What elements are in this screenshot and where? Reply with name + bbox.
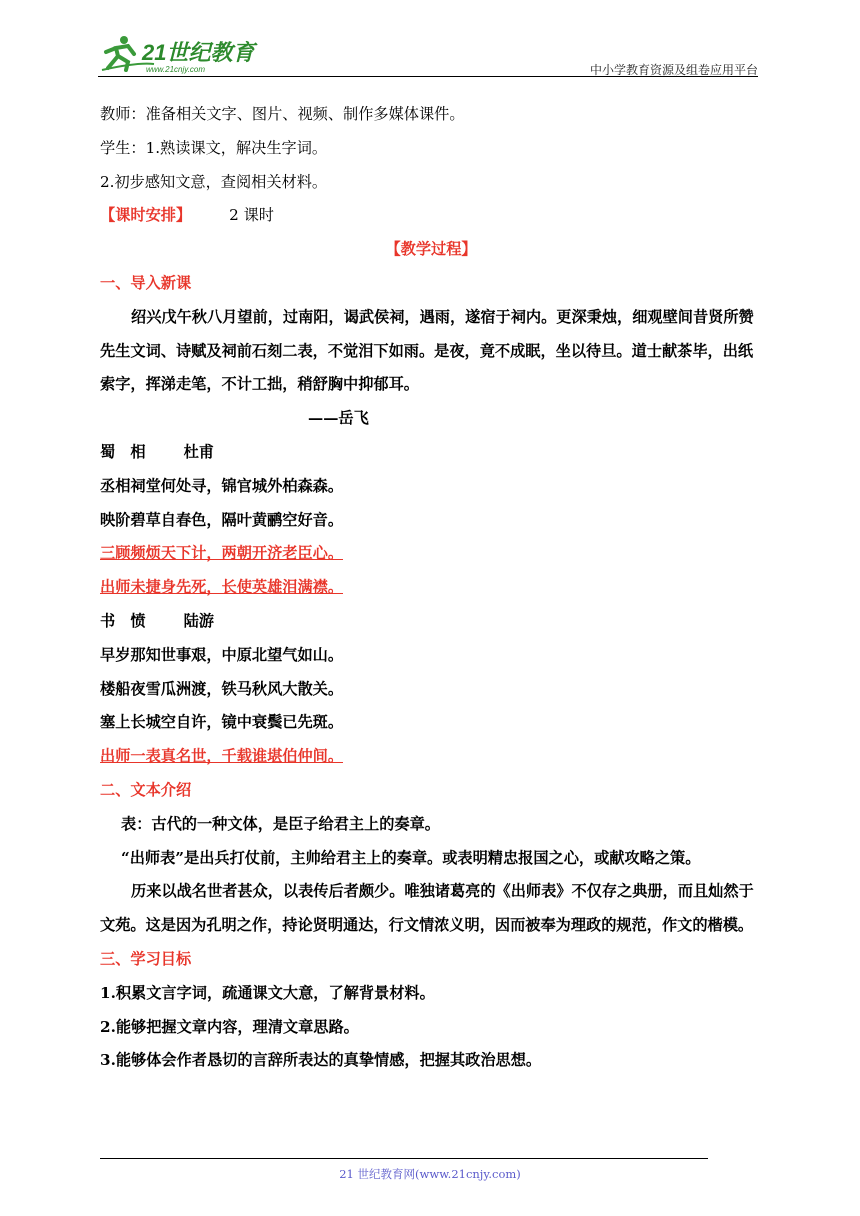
process-title: 【教学过程】 [385,240,477,259]
runner-head-icon [120,36,128,44]
prep-student: 学生：1.熟读课文，解决生字词。 [100,138,328,157]
header-divider [98,76,758,77]
poem1-highlight-line: 出师未捷身先死，长使英雄泪满襟。 [100,578,343,597]
schedule-value: 2 课时 [229,206,274,225]
text-paragraph-3: 历来以战名世者甚众，以表传后者颇少。唯独诸葛亮的《出师表》不仅存之典册，而且灿然于文苑。这是因为孔明之作，持论贤明通达，行文情浓义明，因而被奉为理政的规范，作文的楷模。 [100,882,754,935]
poem1-highlight-line: 三顾频烦天下计，两朝开济老臣心。 [100,544,343,563]
poem1-title: 蜀 相 [100,442,146,461]
document-body [100,98,762,1078]
text-paragraph-2: “出师表”是出兵打仗前，主帅给君主上的奏章。或表明精忠报国之心，或献攻略之策。 [121,848,701,867]
poem1-line: 丞相祠堂何处寻，锦官城外柏森森。 [100,476,343,495]
intro-paragraph: 绍兴戊午秋八月望前，过南阳，谒武侯祠，遇雨，遂宿于祠内。更深秉烛，细观壁间昔贤所赞先生文词、诗赋及祠前石刻二表，不觉泪下如雨。是夜，竟不成眠，坐以待旦。道士献茶毕，出纸索字，挥涕走笔，不计工拙，稍舒胸中抑郁耳。 [100,307,754,394]
poem2-highlight-line: 出师一表真名世，千载谁堪伯仲间。 [100,747,343,766]
poem2-author: 陆游 [183,611,214,630]
logo [98,34,268,74]
goal-item: 2.能够把握文章内容，理清文章思路。 [100,1017,359,1036]
logo-text: 21世纪教育 [142,40,255,65]
poem2-line: 早岁那知世事艰，中原北望气如山。 [100,645,343,664]
schedule-row [100,199,762,233]
header-platform-text: 中小学教育资源及组卷应用平台 [589,63,758,77]
poem1-line: 映阶碧草自春色，隔叶黄鹂空好音。 [100,510,343,529]
footer-text: 21 世纪教育网(www.21cnjy.com) [339,1167,521,1181]
section-title-goals: 三、学习目标 [100,949,192,968]
poem1-author: 杜甫 [183,442,214,461]
poem2-line: 塞上长城空自许，镜中衰鬓已先斑。 [100,713,343,732]
goal-item: 3.能够体会作者恳切的言辞所表达的真挚情感，把握其政治思想。 [100,1051,542,1070]
prep-teacher: 教师：准备相关文字、图片、视频、制作多媒体课件。 [100,105,465,123]
poem1-title-row [100,436,762,470]
logo-url: www.21cnjy.com [146,65,205,74]
page-header [98,30,758,80]
section-title-text: 二、文本介绍 [100,780,192,799]
poem2-line: 楼船夜雪瓜洲渡，铁马秋风大散关。 [100,679,343,698]
poem2-title: 书 愤 [100,611,146,630]
prep-student-2: 2.初步感知文意，查阅相关材料。 [100,172,328,191]
schedule-label: 【课时安排】 [100,206,192,225]
goal-item: 1.积累文言字词，疏通课文大意，了解背景材料。 [100,983,435,1002]
poem2-title-row [100,605,762,639]
section-title-intro: 一、导入新课 [100,273,192,292]
footer-divider [100,1158,708,1159]
intro-author: ——岳飞 [308,409,369,428]
text-paragraph-1: 表：古代的一种文体，是臣子给君主上的奏章。 [121,814,440,833]
